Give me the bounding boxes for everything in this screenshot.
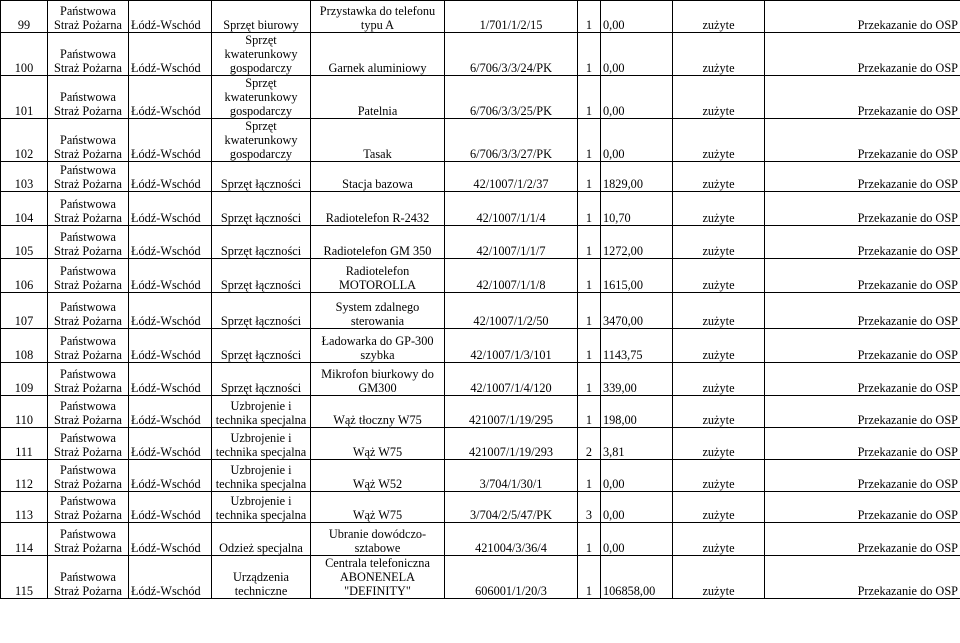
organization-cell-line: Straż Pożarna: [54, 278, 122, 292]
organization-cell-line: Straż Pożarna: [54, 413, 122, 427]
item-name-cell-line: "DEFINITY": [344, 584, 411, 598]
organization-cell-line: Państwowa: [59, 334, 116, 348]
organization-cell-line: Państwowa: [59, 197, 116, 211]
row-number: 104: [1, 192, 48, 226]
item-name-cell: [311, 33, 445, 76]
inventory-number-cell: 1/701/1/2/15: [445, 1, 578, 33]
organization-cell-line: Straż Pożarna: [54, 61, 122, 75]
organization-cell-line: Państwowa: [59, 4, 116, 18]
item-name-cell-line: MOTOROLLA: [339, 278, 416, 292]
value-cell: 0,00: [601, 460, 673, 492]
quantity-cell: 1: [578, 162, 601, 192]
action-cell: Przekazanie do OSP: [765, 293, 960, 329]
organization-cell: [48, 492, 129, 523]
row-number: 101: [1, 76, 48, 119]
value-cell: 0,00: [601, 76, 673, 119]
item-name-cell: [311, 556, 445, 599]
item-name-cell-line: Radiotelefon GM 350: [323, 244, 432, 258]
row-number: 113: [1, 492, 48, 523]
organization-cell-line: Państwowa: [59, 399, 116, 413]
inventory-number-cell: 42/1007/1/1/8: [445, 259, 578, 293]
inventory-number-cell: 6/706/3/3/25/PK: [445, 76, 578, 119]
unit-cell: Łódź-Wschód: [129, 396, 212, 428]
value-cell: 0,00: [601, 1, 673, 33]
category-cell-line: gospodarczy: [229, 147, 293, 161]
quantity-cell: 1: [578, 363, 601, 396]
category-cell-line: Sprzęt: [245, 33, 277, 47]
organization-cell-line: Straż Pożarna: [54, 211, 122, 225]
item-name-cell: [311, 1, 445, 33]
value-cell: 1829,00: [601, 162, 673, 192]
unit-cell: Łódź-Wschód: [129, 293, 212, 329]
unit-cell: Łódź-Wschód: [129, 192, 212, 226]
status-cell: zużyte: [673, 428, 765, 460]
organization-cell: [48, 1, 129, 33]
organization-cell-line: Straż Pożarna: [54, 244, 122, 258]
status-cell: zużyte: [673, 396, 765, 428]
category-cell-line: technika specjalna: [215, 508, 307, 522]
category-cell-line: gospodarczy: [229, 61, 293, 75]
category-cell: [212, 76, 311, 119]
category-cell-line: technika specjalna: [215, 413, 307, 427]
action-cell: Przekazanie do OSP: [765, 76, 960, 119]
organization-cell-line: Państwowa: [59, 230, 116, 244]
inventory-number-cell: 421007/1/19/293: [445, 428, 578, 460]
category-cell: [212, 33, 311, 76]
organization-cell: [48, 33, 129, 76]
organization-cell-line: Państwowa: [59, 133, 116, 147]
row-number: 107: [1, 293, 48, 329]
organization-cell-line: Straż Pożarna: [54, 147, 122, 161]
action-cell: Przekazanie do OSP: [765, 492, 960, 523]
unit-cell: Łódź-Wschód: [129, 492, 212, 523]
action-cell: Przekazanie do OSP: [765, 428, 960, 460]
quantity-cell: 1: [578, 293, 601, 329]
table-row: [1, 119, 960, 162]
unit-cell: Łódź-Wschód: [129, 1, 212, 33]
inventory-number-cell: 42/1007/1/1/7: [445, 226, 578, 259]
category-cell-line: technika specjalna: [215, 477, 307, 491]
unit-cell: Łódź-Wschód: [129, 162, 212, 192]
inventory-number-cell: 606001/1/20/3: [445, 556, 578, 599]
quantity-cell: 1: [578, 523, 601, 556]
item-name-cell-line: Wąż W75: [352, 508, 403, 522]
category-cell-line: Sprzęt: [245, 119, 277, 133]
table-body: [1, 1, 960, 599]
quantity-cell: 1: [578, 556, 601, 599]
category-cell: [212, 259, 311, 293]
inventory-number-cell: 421004/3/36/4: [445, 523, 578, 556]
item-name-cell: [311, 293, 445, 329]
quantity-cell: 1: [578, 1, 601, 33]
status-cell: zużyte: [673, 556, 765, 599]
quantity-cell: 1: [578, 76, 601, 119]
status-cell: zużyte: [673, 1, 765, 33]
organization-cell-line: Państwowa: [59, 163, 116, 177]
organization-cell-line: Państwowa: [59, 527, 116, 541]
row-number: 105: [1, 226, 48, 259]
category-cell-line: Sprzęt łączności: [220, 348, 302, 362]
row-number: 99: [1, 1, 48, 33]
item-name-cell-line: Radiotelefon: [345, 264, 410, 278]
row-number: 102: [1, 119, 48, 162]
category-cell-line: Sprzęt łączności: [220, 177, 302, 191]
organization-cell-line: Państwowa: [59, 47, 116, 61]
action-cell: Przekazanie do OSP: [765, 556, 960, 599]
item-name-cell: [311, 259, 445, 293]
category-cell-line: Urządzenia: [233, 570, 289, 584]
status-cell: zużyte: [673, 329, 765, 363]
inventory-number-cell: 42/1007/1/3/101: [445, 329, 578, 363]
organization-cell-line: Państwowa: [59, 494, 116, 508]
quantity-cell: 1: [578, 460, 601, 492]
status-cell: zużyte: [673, 363, 765, 396]
table-row: [1, 329, 960, 363]
unit-cell: Łódź-Wschód: [129, 76, 212, 119]
unit-cell: Łódź-Wschód: [129, 329, 212, 363]
inventory-number-cell: 3/704/2/5/47/PK: [445, 492, 578, 523]
quantity-cell: 3: [578, 492, 601, 523]
item-name-cell-line: Wąż tłoczny W75: [333, 413, 422, 427]
organization-cell-line: Straż Pożarna: [54, 348, 122, 362]
organization-cell-line: Państwowa: [59, 90, 116, 104]
organization-cell-line: Straż Pożarna: [54, 177, 122, 191]
organization-cell: [48, 523, 129, 556]
category-cell: [212, 396, 311, 428]
category-cell: [212, 226, 311, 259]
table-row: [1, 556, 960, 599]
category-cell-line: Uzbrojenie i: [230, 431, 292, 445]
category-cell: [212, 293, 311, 329]
category-cell: [212, 492, 311, 523]
status-cell: zużyte: [673, 293, 765, 329]
unit-cell: Łódź-Wschód: [129, 33, 212, 76]
organization-cell-line: Państwowa: [59, 367, 116, 381]
table-row: [1, 192, 960, 226]
row-number: 106: [1, 259, 48, 293]
value-cell: 0,00: [601, 492, 673, 523]
item-name-cell-line: Stacja bazowa: [342, 177, 413, 191]
inventory-number-cell: 6/706/3/3/24/PK: [445, 33, 578, 76]
quantity-cell: 1: [578, 192, 601, 226]
item-name-cell: [311, 119, 445, 162]
value-cell: 1272,00: [601, 226, 673, 259]
action-cell: Przekazanie do OSP: [765, 1, 960, 33]
value-cell: 1615,00: [601, 259, 673, 293]
organization-cell-line: Straż Pożarna: [54, 541, 122, 555]
item-name-cell-line: Radiotelefon R-2432: [325, 211, 430, 225]
organization-cell-line: Straż Pożarna: [54, 381, 122, 395]
unit-cell: Łódź-Wschód: [129, 363, 212, 396]
item-name-cell-line: Ubranie dowódczo-: [328, 527, 427, 541]
table-row: [1, 428, 960, 460]
row-number: 112: [1, 460, 48, 492]
organization-cell-line: Straż Pożarna: [54, 18, 122, 32]
row-number: 108: [1, 329, 48, 363]
item-name-cell: [311, 460, 445, 492]
action-cell: Przekazanie do OSP: [765, 460, 960, 492]
category-cell: [212, 192, 311, 226]
status-cell: zużyte: [673, 76, 765, 119]
category-cell-line: Uzbrojenie i: [230, 399, 292, 413]
quantity-cell: 1: [578, 396, 601, 428]
item-name-cell: [311, 523, 445, 556]
category-cell: [212, 428, 311, 460]
table-row: [1, 33, 960, 76]
status-cell: zużyte: [673, 119, 765, 162]
value-cell: 106858,00: [601, 556, 673, 599]
inventory-number-cell: 3/704/1/30/1: [445, 460, 578, 492]
category-cell-line: techniczne: [234, 584, 288, 598]
value-cell: 0,00: [601, 33, 673, 76]
value-cell: 0,00: [601, 523, 673, 556]
category-cell-line: Sprzęt łączności: [220, 381, 302, 395]
table-row: [1, 1, 960, 33]
category-cell-line: Sprzęt łączności: [220, 244, 302, 258]
table-row: [1, 76, 960, 119]
organization-cell-line: Państwowa: [59, 463, 116, 477]
row-number: 100: [1, 33, 48, 76]
organization-cell: [48, 363, 129, 396]
category-cell-line: technika specjalna: [215, 445, 307, 459]
item-name-cell-line: Przystawka do telefonu: [319, 4, 436, 18]
action-cell: Przekazanie do OSP: [765, 363, 960, 396]
action-cell: Przekazanie do OSP: [765, 192, 960, 226]
unit-cell: Łódź-Wschód: [129, 428, 212, 460]
category-cell-line: Sprzęt biurowy: [223, 18, 299, 32]
inventory-number-cell: 42/1007/1/4/120: [445, 363, 578, 396]
quantity-cell: 1: [578, 119, 601, 162]
row-number: 110: [1, 396, 48, 428]
status-cell: zużyte: [673, 523, 765, 556]
action-cell: Przekazanie do OSP: [765, 259, 960, 293]
organization-cell: [48, 192, 129, 226]
category-cell: [212, 162, 311, 192]
item-name-cell-line: Wąż W75: [352, 445, 403, 459]
row-number: 111: [1, 428, 48, 460]
value-cell: 3470,00: [601, 293, 673, 329]
category-cell: [212, 363, 311, 396]
category-cell-line: Sprzęt łączności: [220, 211, 302, 225]
category-cell-line: Sprzęt łączności: [220, 278, 302, 292]
value-cell: 3,81: [601, 428, 673, 460]
item-name-cell-line: Ładowarka do GP-300: [321, 334, 434, 348]
organization-cell-line: Państwowa: [59, 300, 116, 314]
action-cell: Przekazanie do OSP: [765, 33, 960, 76]
unit-cell: Łódź-Wschód: [129, 119, 212, 162]
table-row: [1, 363, 960, 396]
table-row: [1, 293, 960, 329]
item-name-cell-line: Mikrofon biurkowy do: [321, 367, 434, 381]
table-row: [1, 259, 960, 293]
row-number: 115: [1, 556, 48, 599]
inventory-number-cell: 421007/1/19/295: [445, 396, 578, 428]
category-cell: [212, 119, 311, 162]
organization-cell: [48, 460, 129, 492]
item-name-cell-line: sztabowe: [354, 541, 401, 555]
action-cell: Przekazanie do OSP: [765, 226, 960, 259]
item-name-cell: [311, 76, 445, 119]
item-name-cell-line: szybka: [360, 348, 395, 362]
status-cell: zużyte: [673, 226, 765, 259]
item-name-cell-line: Garnek aluminiowy: [328, 61, 427, 75]
row-number: 114: [1, 523, 48, 556]
inventory-number-cell: 42/1007/1/1/4: [445, 192, 578, 226]
category-cell-line: kwaterunkowy: [224, 47, 298, 61]
item-name-cell: [311, 428, 445, 460]
unit-cell: Łódź-Wschód: [129, 523, 212, 556]
unit-cell: Łódź-Wschód: [129, 226, 212, 259]
value-cell: 1143,75: [601, 329, 673, 363]
category-cell: [212, 1, 311, 33]
item-name-cell: [311, 226, 445, 259]
unit-cell: Łódź-Wschód: [129, 259, 212, 293]
organization-cell-line: Straż Pożarna: [54, 314, 122, 328]
organization-cell: [48, 226, 129, 259]
organization-cell-line: Straż Pożarna: [54, 445, 122, 459]
unit-cell: Łódź-Wschód: [129, 556, 212, 599]
action-cell: Przekazanie do OSP: [765, 329, 960, 363]
organization-cell: [48, 119, 129, 162]
status-cell: zużyte: [673, 162, 765, 192]
quantity-cell: 1: [578, 33, 601, 76]
status-cell: zużyte: [673, 192, 765, 226]
organization-cell: [48, 329, 129, 363]
quantity-cell: 1: [578, 329, 601, 363]
item-name-cell-line: GM300: [358, 381, 397, 395]
category-cell: [212, 523, 311, 556]
value-cell: 10,70: [601, 192, 673, 226]
item-name-cell: [311, 396, 445, 428]
table-row: [1, 492, 960, 523]
item-name-cell-line: Tasak: [363, 147, 392, 161]
row-number: 103: [1, 162, 48, 192]
status-cell: zużyte: [673, 259, 765, 293]
value-cell: 198,00: [601, 396, 673, 428]
item-name-cell-line: Centrala telefoniczna: [325, 556, 430, 570]
item-name-cell: [311, 363, 445, 396]
status-cell: zużyte: [673, 460, 765, 492]
category-cell: [212, 329, 311, 363]
item-name-cell: [311, 492, 445, 523]
category-cell-line: Odzież specjalna: [219, 541, 303, 555]
item-name-cell-line: ABONENELA: [339, 570, 416, 584]
category-cell-line: kwaterunkowy: [224, 90, 298, 104]
table-row: [1, 226, 960, 259]
organization-cell-line: Straż Pożarna: [54, 477, 122, 491]
status-cell: zużyte: [673, 492, 765, 523]
organization-cell: [48, 293, 129, 329]
category-cell-line: Sprzęt: [245, 76, 277, 90]
table-row: [1, 460, 960, 492]
item-name-cell-line: Wąż W52: [352, 477, 403, 491]
row-number: 109: [1, 363, 48, 396]
item-name-cell: [311, 192, 445, 226]
action-cell: Przekazanie do OSP: [765, 162, 960, 192]
status-cell: zużyte: [673, 33, 765, 76]
category-cell-line: Uzbrojenie i: [230, 494, 292, 508]
action-cell: Przekazanie do OSP: [765, 523, 960, 556]
organization-cell: [48, 162, 129, 192]
category-cell-line: gospodarczy: [229, 104, 293, 118]
category-cell: [212, 460, 311, 492]
category-cell: [212, 556, 311, 599]
quantity-cell: 1: [578, 226, 601, 259]
organization-cell: [48, 76, 129, 119]
quantity-cell: 1: [578, 259, 601, 293]
table-row: [1, 396, 960, 428]
organization-cell-line: Państwowa: [59, 264, 116, 278]
quantity-cell: 2: [578, 428, 601, 460]
organization-cell-line: Państwowa: [59, 570, 116, 584]
category-cell-line: kwaterunkowy: [224, 133, 298, 147]
item-name-cell-line: Patelnia: [357, 104, 398, 118]
item-name-cell: [311, 162, 445, 192]
organization-cell: [48, 259, 129, 293]
organization-cell-line: Straż Pożarna: [54, 584, 122, 598]
category-cell-line: Uzbrojenie i: [230, 463, 292, 477]
table-row: [1, 162, 960, 192]
organization-cell: [48, 556, 129, 599]
value-cell: 0,00: [601, 119, 673, 162]
value-cell: 339,00: [601, 363, 673, 396]
organization-cell: [48, 428, 129, 460]
unit-cell: Łódź-Wschód: [129, 460, 212, 492]
item-name-cell: [311, 329, 445, 363]
table-row: [1, 523, 960, 556]
category-cell-line: Sprzęt łączności: [220, 314, 302, 328]
inventory-number-cell: 6/706/3/3/27/PK: [445, 119, 578, 162]
organization-cell-line: Straż Pożarna: [54, 104, 122, 118]
organization-cell-line: Państwowa: [59, 431, 116, 445]
item-name-cell-line: typu A: [360, 18, 395, 32]
organization-cell-line: Straż Pożarna: [54, 508, 122, 522]
item-name-cell-line: System zdalnego: [335, 300, 420, 314]
action-cell: Przekazanie do OSP: [765, 119, 960, 162]
inventory-number-cell: 42/1007/1/2/37: [445, 162, 578, 192]
inventory-number-cell: 42/1007/1/2/50: [445, 293, 578, 329]
organization-cell: [48, 396, 129, 428]
action-cell: Przekazanie do OSP: [765, 396, 960, 428]
item-name-cell-line: sterowania: [350, 314, 405, 328]
